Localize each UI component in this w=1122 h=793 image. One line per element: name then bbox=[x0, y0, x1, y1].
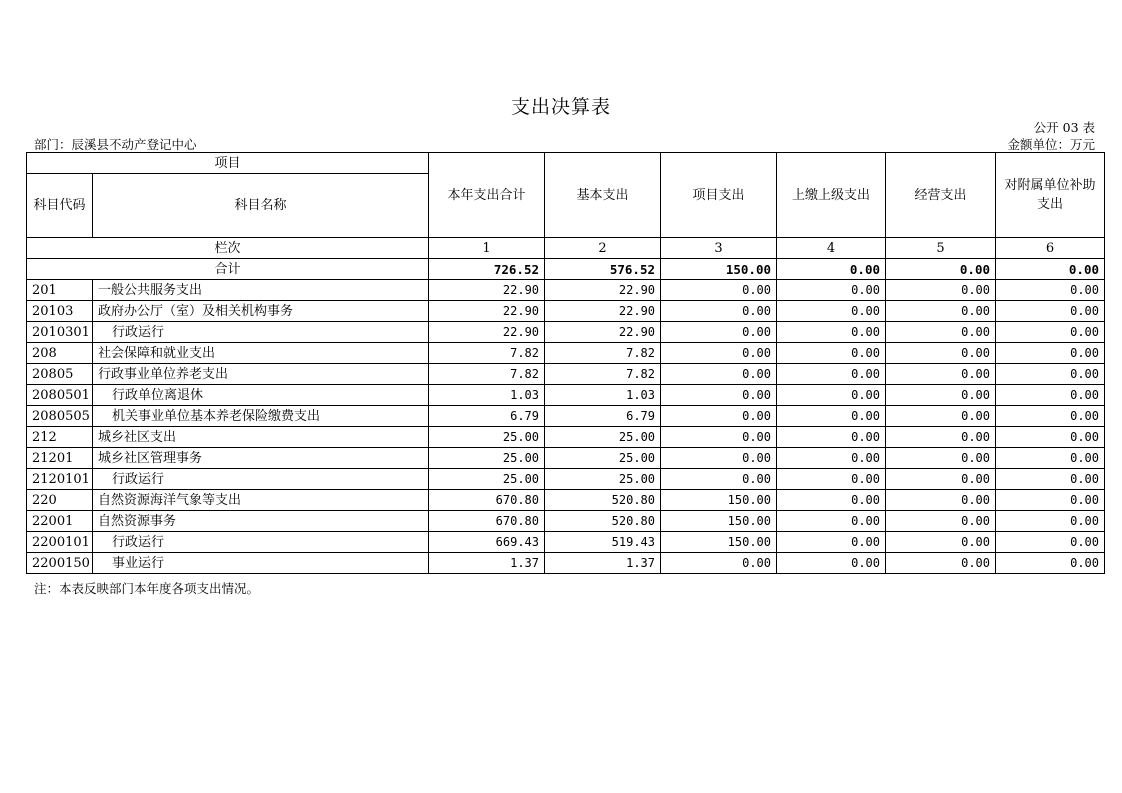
amount-cell: 7.82 bbox=[429, 343, 545, 364]
amount-cell: 0.00 bbox=[661, 448, 777, 469]
amount-cell: 1.03 bbox=[429, 385, 545, 406]
amount-cell: 6.79 bbox=[429, 406, 545, 427]
page-title: 支出决算表 bbox=[510, 96, 611, 118]
subject-name: 城乡社区支出 bbox=[93, 427, 429, 448]
subject-name: 行政事业单位养老支出 bbox=[93, 364, 429, 385]
amount-cell: 0.00 bbox=[661, 364, 777, 385]
total-value-6: 0.00 bbox=[996, 259, 1105, 280]
amount-cell: 22.90 bbox=[429, 301, 545, 322]
table-row bbox=[27, 511, 1105, 532]
subject-name: 行政运行 bbox=[93, 532, 429, 553]
amount-cell: 0.00 bbox=[777, 553, 886, 574]
subject-code: 2200150 bbox=[27, 553, 93, 574]
amount-cell: 0.00 bbox=[996, 469, 1105, 490]
header-project: 项目 bbox=[27, 153, 429, 174]
amount-cell: 25.00 bbox=[429, 427, 545, 448]
amount-cell: 0.00 bbox=[661, 322, 777, 343]
amount-cell: 0.00 bbox=[661, 280, 777, 301]
total-value-5: 0.00 bbox=[886, 259, 996, 280]
amount-cell: 0.00 bbox=[777, 511, 886, 532]
amount-cell: 0.00 bbox=[661, 406, 777, 427]
amount-unit-label: 金额单位：万元 bbox=[1007, 137, 1095, 152]
amount-cell: 0.00 bbox=[661, 385, 777, 406]
subject-code: 212 bbox=[27, 427, 93, 448]
amount-cell: 0.00 bbox=[996, 322, 1105, 343]
amount-cell: 520.80 bbox=[545, 490, 661, 511]
header-project-expenditure: 项目支出 bbox=[661, 153, 777, 238]
subject-name: 一般公共服务支出 bbox=[93, 280, 429, 301]
amount-cell: 0.00 bbox=[661, 553, 777, 574]
header-subject-code: 科目代码 bbox=[27, 174, 93, 238]
amount-cell: 0.00 bbox=[886, 469, 996, 490]
subject-code: 20805 bbox=[27, 364, 93, 385]
subject-name: 行政运行 bbox=[93, 322, 429, 343]
subject-name: 自然资源海洋气象等支出 bbox=[93, 490, 429, 511]
table-note: 注：本表反映部门本年度各项支出情况。 bbox=[34, 581, 260, 596]
subject-name: 行政运行 bbox=[93, 469, 429, 490]
subject-name: 事业运行 bbox=[93, 553, 429, 574]
amount-cell: 0.00 bbox=[777, 385, 886, 406]
amount-cell: 0.00 bbox=[996, 385, 1105, 406]
subject-code: 20103 bbox=[27, 301, 93, 322]
subject-code: 22001 bbox=[27, 511, 93, 532]
department-label: 部门：辰溪县不动产登记中心 bbox=[34, 137, 197, 152]
column-index-4: 4 bbox=[777, 238, 886, 259]
total-value-1: 726.52 bbox=[429, 259, 545, 280]
amount-cell: 6.79 bbox=[545, 406, 661, 427]
subject-code: 220 bbox=[27, 490, 93, 511]
amount-cell: 0.00 bbox=[996, 301, 1105, 322]
amount-cell: 519.43 bbox=[545, 532, 661, 553]
total-label: 合计 bbox=[27, 259, 429, 280]
subject-name: 自然资源事务 bbox=[93, 511, 429, 532]
amount-cell: 0.00 bbox=[886, 406, 996, 427]
amount-cell: 0.00 bbox=[996, 490, 1105, 511]
table-row bbox=[27, 364, 1105, 385]
amount-cell: 7.82 bbox=[545, 364, 661, 385]
amount-cell: 0.00 bbox=[661, 343, 777, 364]
amount-cell: 0.00 bbox=[777, 469, 886, 490]
table-row bbox=[27, 343, 1105, 364]
table-row bbox=[27, 322, 1105, 343]
column-index-6: 6 bbox=[996, 238, 1105, 259]
amount-cell: 0.00 bbox=[996, 280, 1105, 301]
subject-code: 2010301 bbox=[27, 322, 93, 343]
table-row bbox=[27, 427, 1105, 448]
amount-cell: 0.00 bbox=[661, 301, 777, 322]
amount-cell: 1.03 bbox=[545, 385, 661, 406]
table-row bbox=[27, 448, 1105, 469]
amount-cell: 25.00 bbox=[429, 448, 545, 469]
amount-cell: 0.00 bbox=[777, 322, 886, 343]
amount-cell: 0.00 bbox=[996, 448, 1105, 469]
amount-cell: 0.00 bbox=[661, 427, 777, 448]
header-total-expenditure: 本年支出合计 bbox=[429, 153, 545, 238]
amount-cell: 0.00 bbox=[886, 364, 996, 385]
column-index-3: 3 bbox=[661, 238, 777, 259]
amount-cell: 22.90 bbox=[545, 280, 661, 301]
amount-cell: 0.00 bbox=[777, 301, 886, 322]
amount-cell: 0.00 bbox=[996, 532, 1105, 553]
total-value-2: 576.52 bbox=[545, 259, 661, 280]
table-row bbox=[27, 469, 1105, 490]
amount-cell: 0.00 bbox=[996, 553, 1105, 574]
expenditure-table bbox=[26, 152, 1105, 574]
header-operating-expenditure: 经营支出 bbox=[886, 153, 996, 238]
subject-code: 2120101 bbox=[27, 469, 93, 490]
table-row bbox=[27, 385, 1105, 406]
amount-cell: 0.00 bbox=[886, 427, 996, 448]
amount-cell: 670.80 bbox=[429, 490, 545, 511]
amount-cell: 0.00 bbox=[777, 427, 886, 448]
amount-cell: 7.82 bbox=[429, 364, 545, 385]
amount-cell: 669.43 bbox=[429, 532, 545, 553]
subject-code: 208 bbox=[27, 343, 93, 364]
header-basic-expenditure: 基本支出 bbox=[545, 153, 661, 238]
subject-name: 城乡社区管理事务 bbox=[93, 448, 429, 469]
amount-cell: 0.00 bbox=[777, 343, 886, 364]
amount-cell: 1.37 bbox=[429, 553, 545, 574]
amount-cell: 22.90 bbox=[429, 280, 545, 301]
amount-cell: 0.00 bbox=[886, 448, 996, 469]
amount-cell: 7.82 bbox=[545, 343, 661, 364]
subject-code: 2200101 bbox=[27, 532, 93, 553]
amount-cell: 0.00 bbox=[996, 406, 1105, 427]
column-index-1: 1 bbox=[429, 238, 545, 259]
amount-cell: 0.00 bbox=[886, 385, 996, 406]
column-index-label: 栏次 bbox=[27, 238, 429, 259]
amount-cell: 670.80 bbox=[429, 511, 545, 532]
subject-code: 2080501 bbox=[27, 385, 93, 406]
header-subsidy-affiliated: 对附属单位补助支出 bbox=[996, 153, 1105, 238]
table-row bbox=[27, 490, 1105, 511]
subject-name: 政府办公厅（室）及相关机构事务 bbox=[93, 301, 429, 322]
amount-cell: 22.90 bbox=[545, 322, 661, 343]
table-row bbox=[27, 532, 1105, 553]
table-row bbox=[27, 406, 1105, 427]
amount-cell: 0.00 bbox=[661, 469, 777, 490]
table-row bbox=[27, 553, 1105, 574]
amount-cell: 1.37 bbox=[545, 553, 661, 574]
column-index-2: 2 bbox=[545, 238, 661, 259]
amount-cell: 25.00 bbox=[545, 448, 661, 469]
amount-cell: 0.00 bbox=[777, 364, 886, 385]
amount-cell: 22.90 bbox=[545, 301, 661, 322]
amount-cell: 0.00 bbox=[886, 343, 996, 364]
amount-cell: 0.00 bbox=[886, 490, 996, 511]
amount-cell: 0.00 bbox=[886, 532, 996, 553]
amount-cell: 0.00 bbox=[777, 532, 886, 553]
amount-cell: 25.00 bbox=[429, 469, 545, 490]
amount-cell: 22.90 bbox=[429, 322, 545, 343]
amount-cell: 0.00 bbox=[886, 322, 996, 343]
column-index-5: 5 bbox=[886, 238, 996, 259]
header-subject-name: 科目名称 bbox=[93, 174, 429, 238]
amount-cell: 0.00 bbox=[886, 280, 996, 301]
amount-cell: 520.80 bbox=[545, 511, 661, 532]
amount-cell: 150.00 bbox=[661, 490, 777, 511]
amount-cell: 0.00 bbox=[777, 280, 886, 301]
amount-cell: 0.00 bbox=[996, 427, 1105, 448]
subject-name: 机关事业单位基本养老保险缴费支出 bbox=[93, 406, 429, 427]
amount-cell: 0.00 bbox=[886, 301, 996, 322]
header-remit-superior: 上缴上级支出 bbox=[777, 153, 886, 238]
amount-cell: 0.00 bbox=[996, 511, 1105, 532]
subject-name: 社会保障和就业支出 bbox=[93, 343, 429, 364]
amount-cell: 150.00 bbox=[661, 511, 777, 532]
amount-cell: 0.00 bbox=[886, 511, 996, 532]
amount-cell: 25.00 bbox=[545, 469, 661, 490]
subject-code: 201 bbox=[27, 280, 93, 301]
subject-code: 2080505 bbox=[27, 406, 93, 427]
amount-cell: 0.00 bbox=[777, 406, 886, 427]
subject-name: 行政单位离退休 bbox=[93, 385, 429, 406]
form-number: 公开 03 表 bbox=[1033, 120, 1095, 135]
amount-cell: 25.00 bbox=[545, 427, 661, 448]
total-value-4: 0.00 bbox=[777, 259, 886, 280]
amount-cell: 0.00 bbox=[777, 490, 886, 511]
total-value-3: 150.00 bbox=[661, 259, 777, 280]
subject-code: 21201 bbox=[27, 448, 93, 469]
amount-cell: 150.00 bbox=[661, 532, 777, 553]
amount-cell: 0.00 bbox=[996, 343, 1105, 364]
amount-cell: 0.00 bbox=[777, 448, 886, 469]
amount-cell: 0.00 bbox=[886, 553, 996, 574]
table-row bbox=[27, 280, 1105, 301]
amount-cell: 0.00 bbox=[996, 364, 1105, 385]
table-row bbox=[27, 301, 1105, 322]
